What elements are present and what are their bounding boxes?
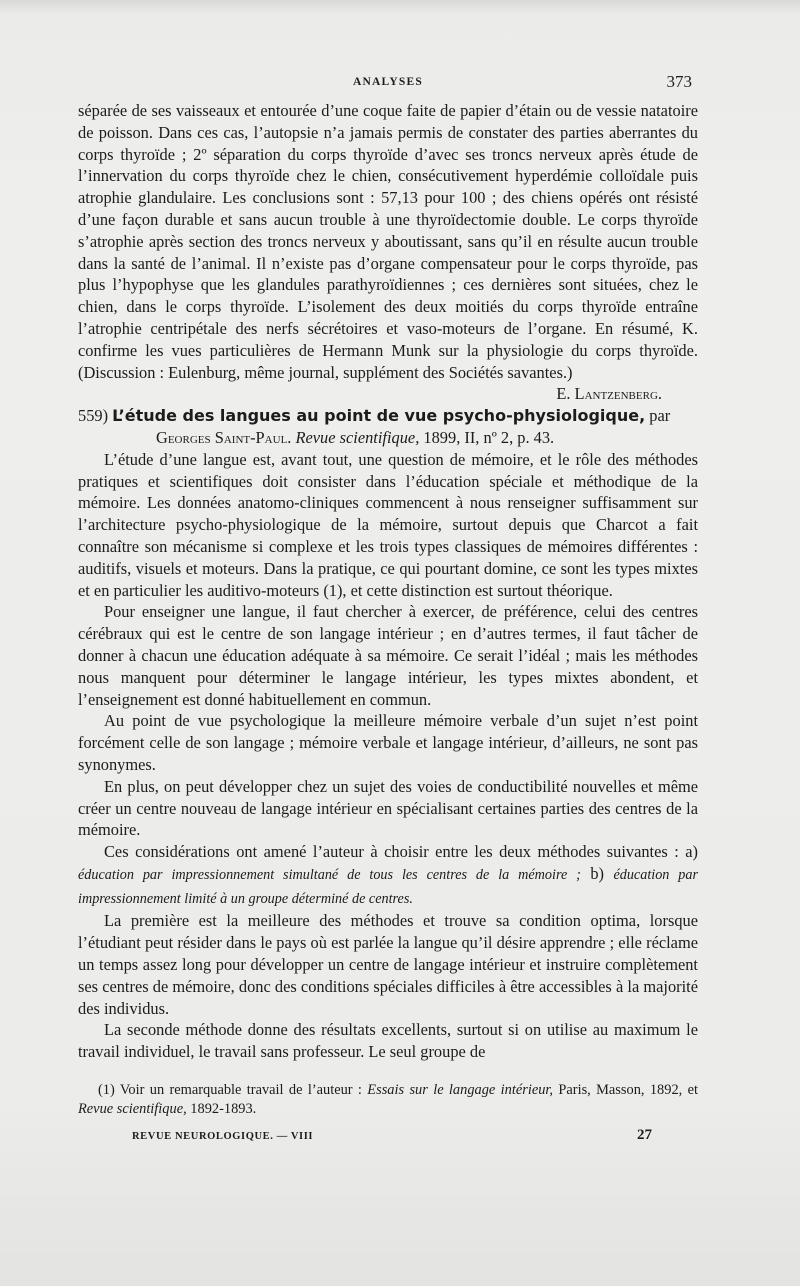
article-title: L’étude des langues au point de vue psycho-physiologique,: [112, 406, 646, 426]
previous-article-text: séparée de ses vaisseaux et entourée d’une coque faite de papier d’étain ou de vessie natatoire de poisson. Dans ces cas, l’autopsie n’a jamais permis de constater des parties aberrantes du corps thyroïde ; 2º séparation du corps thyroïde d’avec ses troncs nerveux après étude de l’innervation du corps thyroïde chez le chien, consécutivement hyperdémie colloïdale puis atrophie glandulaire. Les conclusions sont : 57,13 pour 100 ; des chiens opérés ont résisté d’une façon durable et sans aucun trouble à une thyroïdectomie double. Le corps thyroïde s’atrophie après section des troncs nerveux y aboutissant, sans qu’il en résulte aucun trouble dans la santé de l’animal. Il n’existe pas d’organe compensateur pour le corps thyroïde, pas plus l’hypophyse que les glandules parathyroïdiennes ; ces dernières sont situées, chez le chien, dans le corps thyroïde. L’isolement des deux moitiés du corps thyroïde entraîne l’atrophie centripétale des nerfs sécrétoires et vaso-moteurs de l’organe. En résumé, K. confirme les vues particulières de Hermann Munk sur la physiologie du corps thyroïde. (Discussion : Eulenburg, même journal, supplément des Sociétés savantes.): [78, 101, 698, 382]
running-header: [78, 72, 698, 100]
methods-intro: Ces considérations ont amené l’auteur à choisir entre les deux méthodes suivantes : a): [104, 842, 698, 862]
article-journal: Revue scientifique,: [295, 427, 420, 447]
article-number: 559): [78, 406, 109, 426]
article-paragraph-6: La seconde méthode donne des résultats excellents, surtout si on utilise au maximum le travail individuel, le travail sans professeur. Le seul groupe de: [78, 1020, 698, 1062]
article-author: Georges Saint-Paul.: [156, 427, 292, 447]
journal-signature: REVUE NEUROLOGIQUE. — VIII: [132, 1131, 314, 1143]
footnote-journal: Revue scientifique,: [78, 1101, 187, 1118]
article-paragraph-3: Au point de vue psychologique la meilleure mémoire verbale d’un sujet n’est point forcément celle de son langage ; mémoire verbale et langage intérieur, d’ailleurs, ne sont pas synonymes.: [78, 711, 698, 774]
article-paragraph-2: Pour enseigner une langue, il faut chercher à exercer, de préférence, celui des centres cérébraux qui est le centre de son langage intérieur ; en d’autres termes, il faut tâcher de donner à chacun une éducation adéquate à sa mémoire. Ce serait l’idéal ; mais les méthodes nous manquent pour déterminer le langage intérieur, les types mixtes abondent, et l’enseignement est donné habituellement en commun.: [78, 602, 698, 709]
article-paragraph-5: La première est la meilleure des méthodes et trouve sa condition optima, lorsque l’étudiant peut résider dans le pays où est parlée la langue qu’il désire apprendre ; elle réclame un temps assez long pour développer un centre de langage intérieur et instruire complètement ses centres de mémoire, donc des conditions spéciales difficiles à être accessibles à la majorité des individus.: [78, 911, 698, 1018]
method-b: éducation par impressionnement limité à un groupe déterminé de centres.: [78, 866, 698, 907]
footnote-publisher: Paris, Masson, 1892, et: [558, 1082, 698, 1099]
page-footer: [78, 1125, 698, 1149]
article-paragraph-1: L’étude d’une langue est, avant tout, une question de mémoire, et le rôle des méthodes pratiques et scientifiques doit consister dans l’éducation spéciale et méthodique de la mémoire. Les données anatomo-cliniques commencent à nous renseigner suffisamment sur l’architecture psycho-physiologique de la mémoire, surtout depuis que Charcot a fait connaître son mécanisme si complexe et les trois types classiques de mémoires différentes : auditifs, visuels et moteurs. Dans la pratique, ce qui pourtant domine, ce sont les types mixtes et en particulier les auditivo-moteurs (1), et cette distinction est surtout théorique.: [78, 449, 698, 600]
sheet-number: 27: [637, 1127, 652, 1144]
article-heading: [78, 405, 698, 449]
method-a: éducation par impressionnement simultané de tous les centres de la mémoire ;: [78, 866, 581, 883]
footnote-lead: (1) Voir un remarquable travail de l’auteur :: [98, 1082, 362, 1099]
footnote-text: [78, 1081, 698, 1119]
article-title-suffix: par: [649, 406, 671, 426]
article-paragraph-4: En plus, on peut développer chez un sujet des voies de conductibilité nouvelles et même créer un centre nouveau de langage intérieur en spécialisant certaines parties des centres de la mémoire.: [78, 776, 698, 840]
footnote-work-title: Essais sur le langage intérieur,: [367, 1082, 554, 1099]
footnote-years: 1892-1893.: [190, 1101, 257, 1118]
article-citation: 1899, II, nº 2, p. 43.: [423, 427, 555, 447]
page-number: 373: [666, 72, 692, 91]
review-signature: [78, 383, 698, 405]
article-byline: [78, 427, 698, 449]
page-content: [78, 72, 698, 1149]
signature-name: E. Lantzenberg.: [556, 384, 662, 404]
body-text: [78, 100, 698, 1063]
method-b-label: b): [590, 863, 604, 883]
footnote: [78, 1081, 698, 1119]
running-title: ANALYSES: [353, 76, 423, 88]
article-paragraph-methods: [78, 841, 698, 910]
